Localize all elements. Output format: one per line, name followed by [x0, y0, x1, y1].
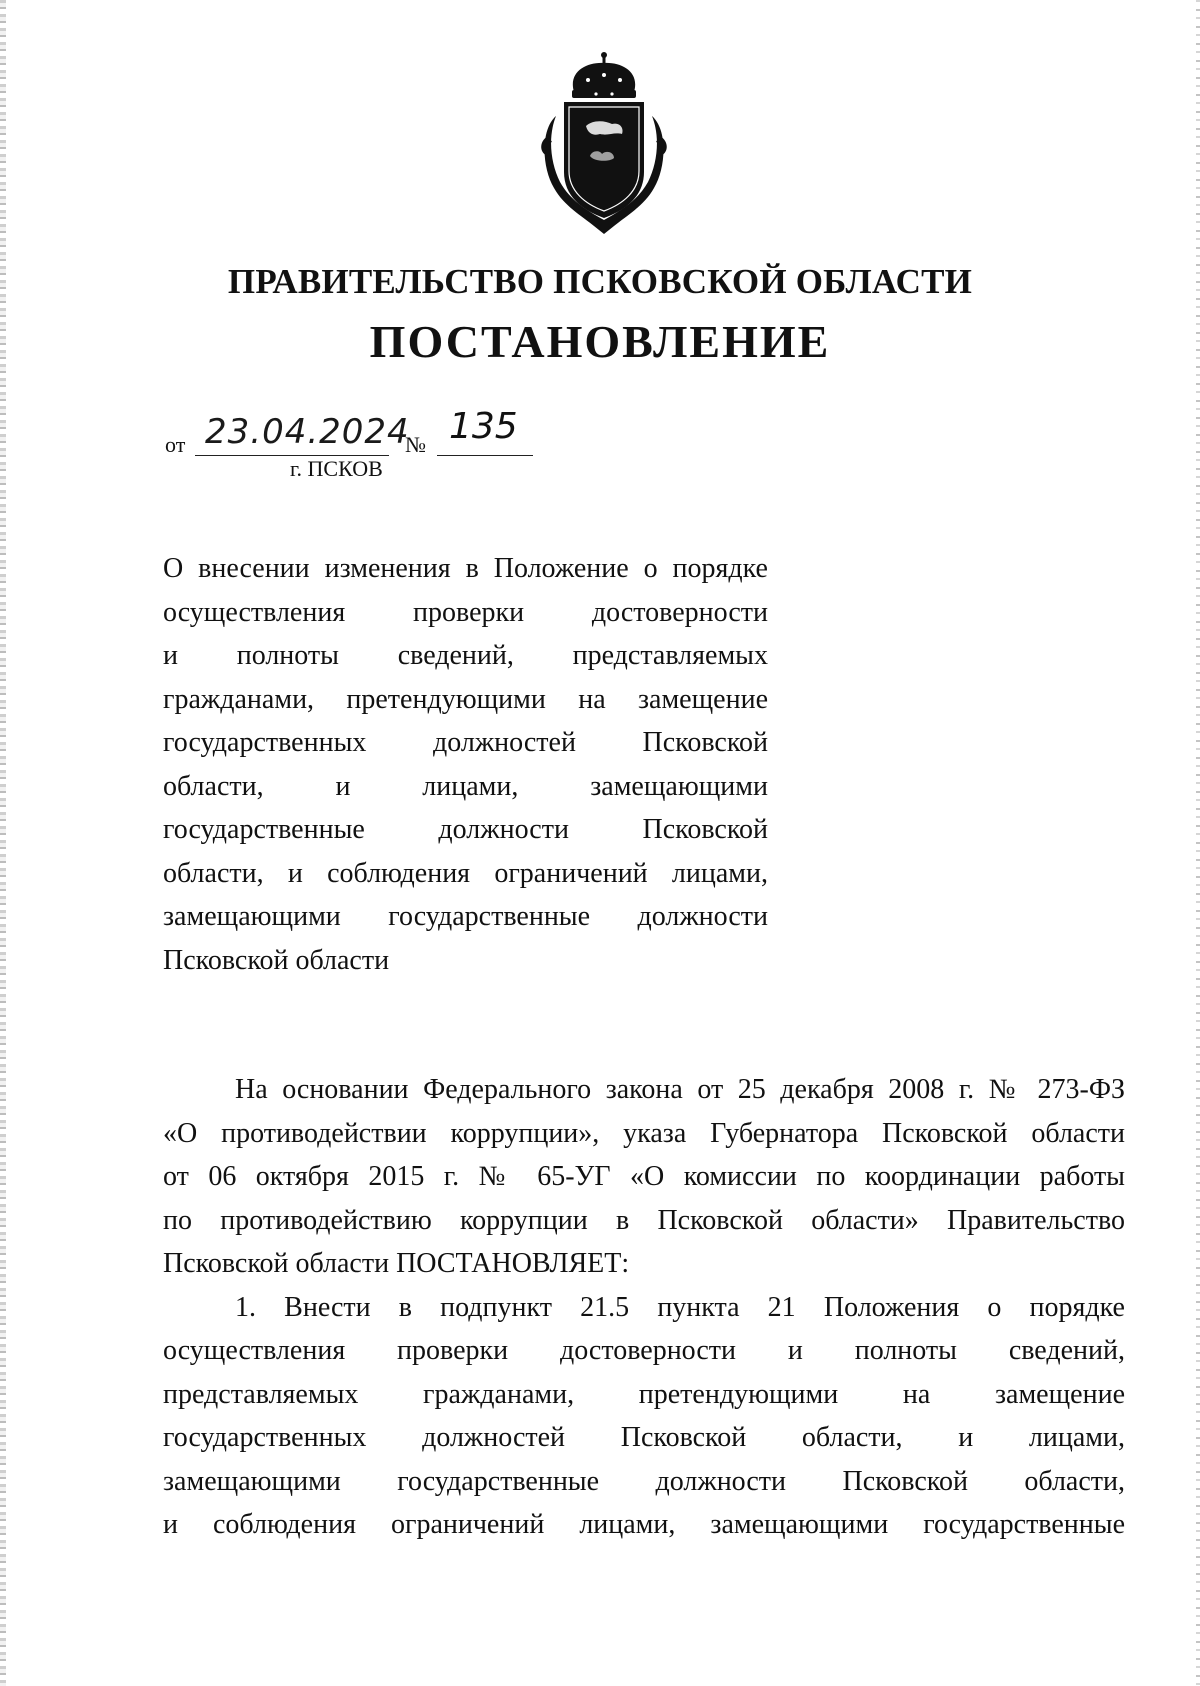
body-line: «О противодействии коррупции», указа Губернатора Псковской области [163, 1117, 1125, 1149]
handwritten-number: 135 [437, 406, 533, 456]
body-line: замещающими государственные должности Псковской области, [163, 1465, 1125, 1497]
document-subject [163, 547, 768, 982]
subject-line: осуществления проверки достоверности [163, 596, 768, 628]
body-line: и соблюдения ограничений лицами, замещающими государственные [163, 1509, 1125, 1540]
body-line: от 06 октября 2015 г. № 65-УГ «О комиссии по координации работы [163, 1161, 1125, 1192]
body-line: государственных должностей Псковской области, и лицами, [163, 1422, 1125, 1453]
body-line: представляемых гражданами, претендующими на замещение [163, 1378, 1125, 1410]
scan-edge-right [1196, 0, 1200, 1686]
scan-edge-left [0, 0, 6, 1686]
subject-line: государственные должности Псковской [163, 814, 768, 845]
subject-line: О внесении изменения в Положение о порядке [163, 553, 768, 584]
subject-line: гражданами, претендующими на замещение [163, 683, 768, 715]
body-line: по противодействию коррупции в Псковской области» Правительство [163, 1204, 1125, 1236]
document-type-title: ПОСТАНОВЛЕНИЕ [369, 316, 831, 367]
subject-line: области, и лицами, замещающими [163, 770, 768, 802]
subject-line: государственных должностей Псковской [163, 727, 768, 758]
subject-line: области, и соблюдения ограничений лицами, [163, 857, 768, 889]
number-prefix: № [405, 432, 426, 457]
body-line: 1. Внести в подпункт 21.5 пункта 21 Положения о порядке [235, 1291, 1125, 1323]
body-line: На основании Федерального закона от 25 декабря 2008 г. № 273-ФЗ [235, 1074, 1125, 1105]
pskov-coat-of-arms-icon [534, 50, 674, 236]
body-line: осуществления проверки достоверности и полноты сведений, [163, 1335, 1125, 1366]
document-body [163, 1068, 1125, 1547]
subject-line: замещающими государственные должности [163, 901, 768, 932]
body-line: Псковской области ПОСТАНОВЛЯЕТ: [163, 1248, 630, 1279]
subject-line: Псковской области [163, 944, 390, 976]
date-prefix: от [165, 432, 186, 457]
handwritten-date: 23.04.2024 [195, 412, 389, 456]
subject-line: и полноты сведений, представляемых [163, 640, 768, 671]
city-label: г. ПСКОВ [290, 456, 383, 481]
government-title: ПРАВИТЕЛЬСТВО ПСКОВСКОЙ ОБЛАСТИ [227, 262, 973, 301]
